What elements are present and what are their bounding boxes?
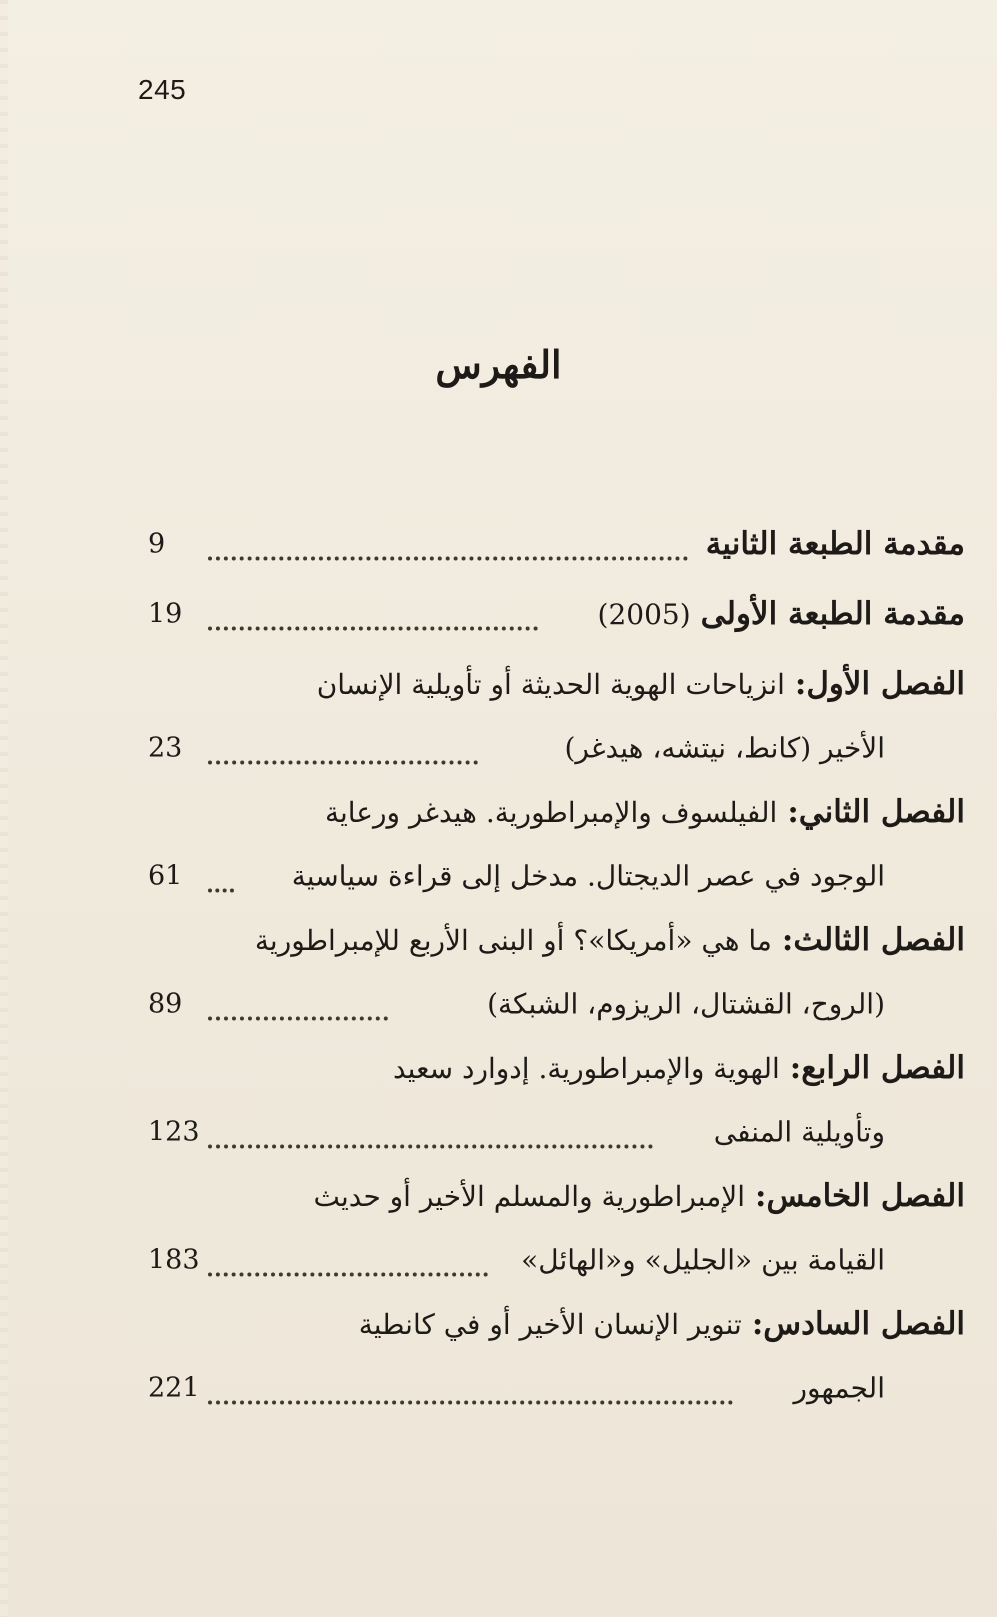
- entry-title: الهوية والإمبراطورية. إدوارد سعيد: [392, 1051, 780, 1085]
- entry-line: [0, 582, 997, 646]
- page-number: 245: [138, 74, 187, 105]
- entry-page-number: 23: [148, 732, 183, 764]
- toc-entry[interactable]: [0, 1164, 997, 1292]
- entry-name: مقدمة الطبعة الثانية: [705, 526, 965, 562]
- entry-label: [325, 794, 965, 830]
- entry-line-continuation: [0, 716, 997, 780]
- dot-leader: [208, 1003, 388, 1021]
- entry-line-continuation: [0, 844, 997, 908]
- entry-continuation-label: [487, 988, 885, 1021]
- entry-continuation: القيامة بين «الجليل» و«الهائل»: [521, 1243, 885, 1277]
- entry-name: الفصل الثاني:: [787, 794, 965, 830]
- toc-list: [0, 512, 997, 1420]
- entry-name: مقدمة الطبعة الأولى: [700, 596, 965, 632]
- dot-leader: [208, 747, 478, 765]
- entry-title: ما هي «أمريكا»؟ أو البنى الأربع للإمبراطورية: [254, 923, 772, 957]
- dot-leader: [208, 543, 688, 561]
- dot-leader: [208, 875, 234, 893]
- toc-entry[interactable]: [0, 652, 997, 780]
- entry-name: الفصل الثالث:: [781, 922, 965, 958]
- entry-continuation-label: [565, 732, 886, 765]
- dot-leader: [208, 1259, 488, 1277]
- entry-line: [0, 1036, 997, 1100]
- entry-name: الفصل الخامس:: [755, 1178, 965, 1214]
- entry-continuation: الوجود في عصر الديجتال. مدخل إلى قراءة سياسية: [291, 859, 885, 893]
- entry-title: الإمبراطورية والمسلم الأخير أو حديث: [313, 1179, 746, 1213]
- entry-line: [0, 512, 997, 576]
- entry-label: [317, 666, 965, 702]
- entry-continuation-label: [292, 860, 885, 893]
- toc-entry[interactable]: [0, 780, 997, 908]
- entry-page-number: 61: [148, 860, 183, 892]
- toc-entry[interactable]: [0, 908, 997, 1036]
- toc-entry[interactable]: [0, 1292, 997, 1420]
- entry-line: [0, 908, 997, 972]
- entry-page-number: 19: [148, 598, 183, 630]
- entry-name: الفصل الأول:: [794, 666, 965, 702]
- entry-line-continuation: [0, 972, 997, 1036]
- entry-title: (2005): [597, 597, 691, 631]
- entry-continuation: الأخير (كانط، نيتشه، هيدغر): [564, 731, 885, 765]
- entry-label: [706, 526, 965, 562]
- entry-continuation-label: [714, 1116, 885, 1149]
- entry-continuation: الجمهور: [793, 1371, 885, 1405]
- entry-line: [0, 652, 997, 716]
- entry-line-continuation: [0, 1356, 997, 1420]
- toc-entry[interactable]: [0, 1036, 997, 1164]
- toc-entry[interactable]: [0, 582, 997, 646]
- entry-line: [0, 780, 997, 844]
- entry-label: [313, 1178, 965, 1214]
- entry-line: [0, 1164, 997, 1228]
- entry-label: [598, 596, 965, 632]
- entry-page-number: 123: [148, 1116, 200, 1148]
- entry-continuation-label: [794, 1372, 885, 1405]
- entry-line-continuation: [0, 1228, 997, 1292]
- entry-title: الفيلسوف والإمبراطورية. هيدغر ورعاية: [324, 795, 778, 829]
- dot-leader: [208, 1387, 733, 1405]
- entry-page-number: 89: [148, 988, 183, 1020]
- entry-line-continuation: [0, 1100, 997, 1164]
- entry-line: [0, 1292, 997, 1356]
- entry-label: [393, 1050, 965, 1086]
- entry-continuation: وتأويلية المنفى: [713, 1115, 885, 1149]
- entry-title: تنوير الإنسان الأخير أو في كانطية: [358, 1307, 742, 1341]
- toc-entry[interactable]: [0, 512, 997, 576]
- entry-page-number: 9: [148, 528, 166, 560]
- dot-leader: [208, 613, 538, 631]
- entry-name: الفصل السادس:: [751, 1306, 965, 1342]
- entry-label: [359, 1306, 965, 1342]
- entry-name: الفصل الرابع:: [789, 1050, 965, 1086]
- toc-title: الفهرس: [435, 342, 562, 387]
- dot-leader: [208, 1131, 653, 1149]
- entry-continuation-label: [521, 1244, 885, 1277]
- entry-page-number: 183: [148, 1244, 200, 1276]
- entry-continuation: (الروح، القشتال، الريزوم، الشبكة): [487, 987, 885, 1021]
- entry-label: [255, 922, 965, 958]
- entry-page-number: 221: [148, 1372, 200, 1404]
- entry-title: انزياحات الهوية الحديثة أو تأويلية الإنسان: [316, 667, 785, 701]
